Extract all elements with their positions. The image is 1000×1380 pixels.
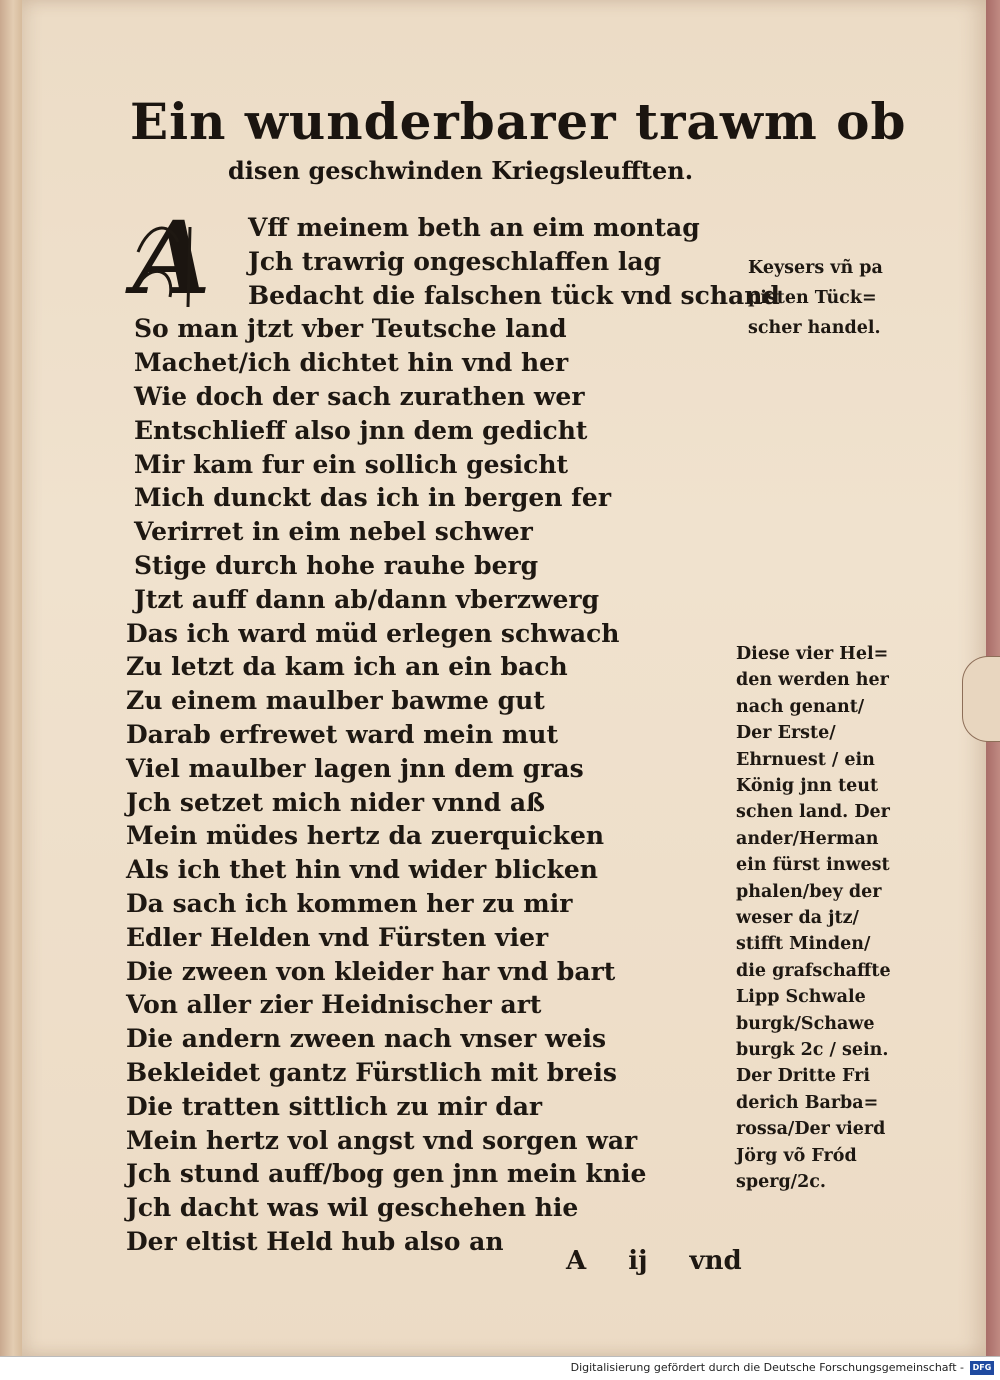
marginal-note-line: Ehrnuest / ein: [736, 749, 875, 770]
marginal-note-line: pisten Tück=: [748, 288, 877, 308]
page-tab: [962, 656, 1000, 742]
footer-bar: [0, 1356, 1000, 1380]
marginal-note-line: Der Erste/: [736, 723, 836, 744]
poem-line: Der eltist Held hub also an: [126, 1227, 504, 1256]
marginal-note-line: ein fürst inwest: [736, 855, 890, 876]
marginal-note-line: stifft Minden/: [736, 934, 871, 955]
poem-line: Zu einem maulber bawme gut: [126, 686, 545, 716]
poem-line: Jch trawrig ongeschlaffen lag: [248, 246, 662, 276]
poem-line: Die zween von kleider har vnd bart: [126, 956, 616, 986]
poem-line: Bedacht die falschen tück vnd schand: [248, 280, 780, 310]
marginal-note-line: rossa/Der vierd: [736, 1119, 886, 1140]
marginal-note-line: die grafschaffte: [736, 960, 891, 981]
marginal-note-line: Jörg võ Fród: [736, 1145, 857, 1166]
marginal-note-line: sperg/2c.: [736, 1172, 826, 1192]
marginal-note-line: weser da jtz/: [736, 908, 859, 928]
catchword: vnd: [689, 1246, 742, 1276]
marginal-note-line: den werden her: [736, 670, 889, 691]
signature-line: [566, 1246, 784, 1276]
poem-line: Verirret in eim nebel schwer: [134, 517, 533, 547]
initial-flourish-icon: [130, 212, 250, 312]
poem-line: So man jtzt vber Teutsche land: [134, 314, 567, 344]
poem-line: Jch setzet mich nider vnnd aß: [126, 787, 546, 817]
poem-line: Stige durch hohe rauhe berg: [134, 551, 539, 580]
poem-line: Jch stund auff/bog gen jnn mein knie: [126, 1159, 647, 1189]
marginal-note-line: Diese vier Hel=: [736, 644, 889, 664]
poem-line: Bekleidet gantz Fürstlich mit breis: [126, 1058, 617, 1087]
poem-line: Machet/ich dichtet hin vnd her: [134, 348, 569, 378]
marginal-note-line: Der Dritte Fri: [736, 1066, 871, 1087]
marginal-note-line: Keysers vñ pa: [748, 258, 883, 278]
dfg-logo: DFG: [970, 1361, 994, 1375]
poem-line: Jch dacht was wil geschehen hie: [126, 1193, 579, 1223]
poem-line: Da sach ich kommen her zu mir: [126, 889, 573, 918]
marginal-note-line: nach genant/: [736, 696, 865, 717]
decorated-initial: A: [133, 199, 211, 317]
poem-line: Vff meinem beth an eim montag: [248, 213, 700, 242]
signature-number: ij: [628, 1246, 648, 1276]
poem-line: Mein müdes hertz da zuerquicken: [126, 821, 605, 851]
footer-credit: Digitalisierung gefördert durch die Deutsche Forschungsgemeinschaft -: [570, 1361, 964, 1374]
marginal-note-line: Lipp Schwale: [736, 987, 866, 1008]
poem-line: Wie doch der sach zurathen wer: [134, 382, 585, 411]
title-line-1: Ein wunderbarer trawm ob: [130, 92, 907, 151]
poem-line: Entschlieff also jnn dem gedicht: [134, 415, 588, 445]
marginal-note-line: derich Barba=: [736, 1092, 879, 1113]
poem-line: Edler Helden vnd Fürsten vier: [126, 922, 549, 952]
title-line-2: disen geschwinden Kriegsleufften.: [228, 156, 694, 185]
marginal-note-line: ander/Herman: [736, 828, 879, 849]
poem-line: Zu letzt da kam ich an ein bach: [126, 652, 568, 682]
poem-line: Die andern zween nach vnser weis: [126, 1024, 607, 1054]
poem-line: Das ich ward müd erlegen schwach: [126, 618, 620, 648]
marginal-note-line: burgk 2c / sein.: [736, 1040, 889, 1060]
poem-line: Mein hertz vol angst vnd sorgen war: [126, 1125, 638, 1155]
poem-line: Mir kam fur ein sollich gesicht: [134, 449, 569, 479]
marginal-note-line: schen land. Der: [736, 802, 890, 823]
poem-line: Als ich thet hin vnd wider blicken: [126, 855, 598, 885]
marginal-note-line: phalen/bey der: [736, 881, 882, 902]
poem-line: Viel maulber lagen jnn dem gras: [126, 753, 584, 783]
marginal-note-line: scher handel.: [748, 318, 881, 338]
book-binding: [0, 0, 23, 1356]
marginal-note-line: burgk/Schawe: [736, 1013, 875, 1034]
poem-line: Die tratten sittlich zu mir dar: [126, 1091, 543, 1121]
poem-line: Jtzt auff dann ab/dann vberzwerg: [134, 584, 600, 614]
poem-line: Mich dunckt das ich in bergen fer: [134, 483, 611, 513]
poem-line: Von aller zier Heidnischer art: [126, 990, 542, 1020]
poem-line: Darab erfrewet ward mein mut: [126, 720, 559, 749]
marginal-note-line: König jnn teut: [736, 776, 879, 796]
signature-mark: A: [566, 1246, 587, 1276]
